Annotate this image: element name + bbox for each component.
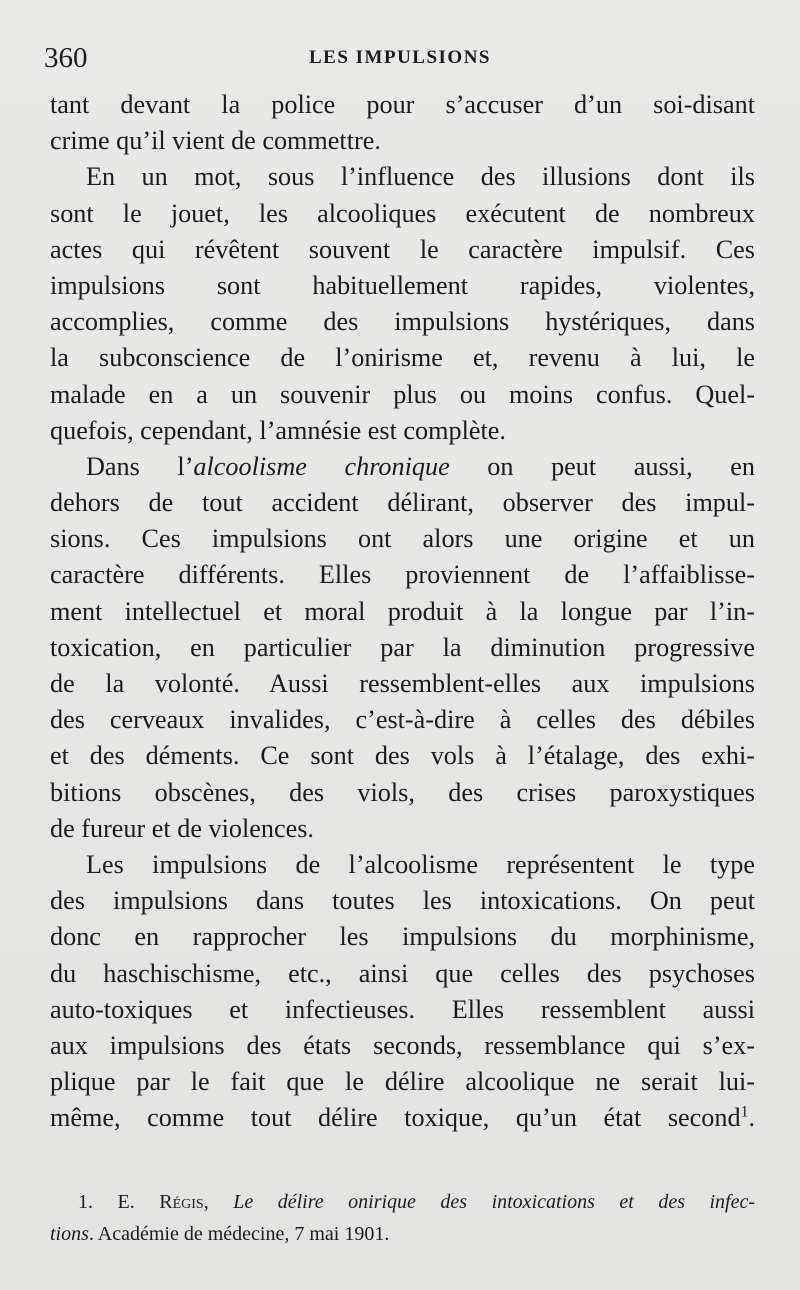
text-line: et des déments. Ce sont des vols à l’étalage, des exhi- [50,741,755,771]
page-number: 360 [44,42,88,74]
text-line: la subconscience de l’onirisme et, revenu à lui, le [50,343,755,373]
text-line: des impulsions dans toutes les intoxications. On peut [50,886,755,916]
text-line: caractère différents. Elles proviennent de l’affaiblisse- [50,560,755,590]
text-line: bitions obscènes, des viols, des crises paroxystiques [50,777,755,807]
text-line: de fureur et de violences. [50,813,314,843]
work-title: Le délire onirique des intoxications et des infec- [233,1191,756,1213]
text-line: sions. Ces impulsions ont alors une origine et un [50,524,755,554]
footnote-reference: 1 [740,1103,749,1121]
author-initial: E. [117,1191,135,1213]
text-line: toxication, en particulier par la diminution progressive [50,632,755,662]
text-run: même, comme tout délire toxique, qu’un état second [50,1103,741,1133]
page-header [44,38,756,78]
text-run: on peut aussi, en [449,451,755,481]
text-line: crime qu’il vient de commettre. [50,126,381,156]
text-line: Les impulsions de l’alcoolisme représentent le type [86,849,755,879]
text-line: sont le jouet, les alcooliques exécutent de nombreux [50,198,755,228]
text-line: donc en rapprocher les impulsions du morphinisme, [50,922,755,952]
footnote-line [50,1186,755,1218]
text-line: accomplies, comme des impulsions hystériques, dans [50,307,755,337]
text-line: plique par le fait que le délire alcoolique ne serait lui- [50,1067,755,1097]
text-run: Dans l’ [86,451,194,481]
text-line: quefois, cependant, l’amnésie est complète. [50,415,506,445]
text-line: de la volonté. Aussi ressemblent-elles aux impulsions [50,669,755,698]
author-name: Régis, [159,1191,209,1213]
text-line [50,1100,755,1136]
text-line: tant devant la police pour s’accuser d’un soi-disant [50,90,755,119]
text-line: actes qui révêtent souvent le caractère impulsif. Ces [50,234,755,264]
text-line: malade en a un souvenir plus ou moins confus. Quel- [50,379,755,409]
text-line: dehors de tout accident délirant, observer des impul- [50,488,755,518]
running-title: LES IMPULSIONS [308,47,492,68]
footnote-citation: . Académie de médecine, 7 mai 1901. [88,1223,390,1245]
text-run: . [748,1103,755,1133]
footnote [50,1186,755,1250]
text-line: ment intellectuel et moral produit à la longue par l’in- [50,596,755,626]
italic-term: alcoolisme chronique [193,451,450,481]
text-line: En un mot, sous l’influence des illusions dont ils [86,162,755,192]
text-line: du haschischisme, etc., ainsi que celles des psychoses [50,958,755,988]
work-title: tions [50,1223,89,1245]
text-line [50,449,755,485]
text-line: impulsions sont habituellement rapides, violentes, [50,270,755,300]
text-line: auto-toxiques et infectieuses. Elles ressemblent aussi [50,994,755,1024]
text-line: des cerveaux invalides, c’est-à-dire à celles des débiles [50,705,755,735]
footnote-line [50,1218,755,1250]
body-text [50,87,755,1136]
text-line: aux impulsions des états seconds, ressemblance qui s’ex- [50,1030,755,1060]
footnote-marker: 1. [78,1191,93,1213]
